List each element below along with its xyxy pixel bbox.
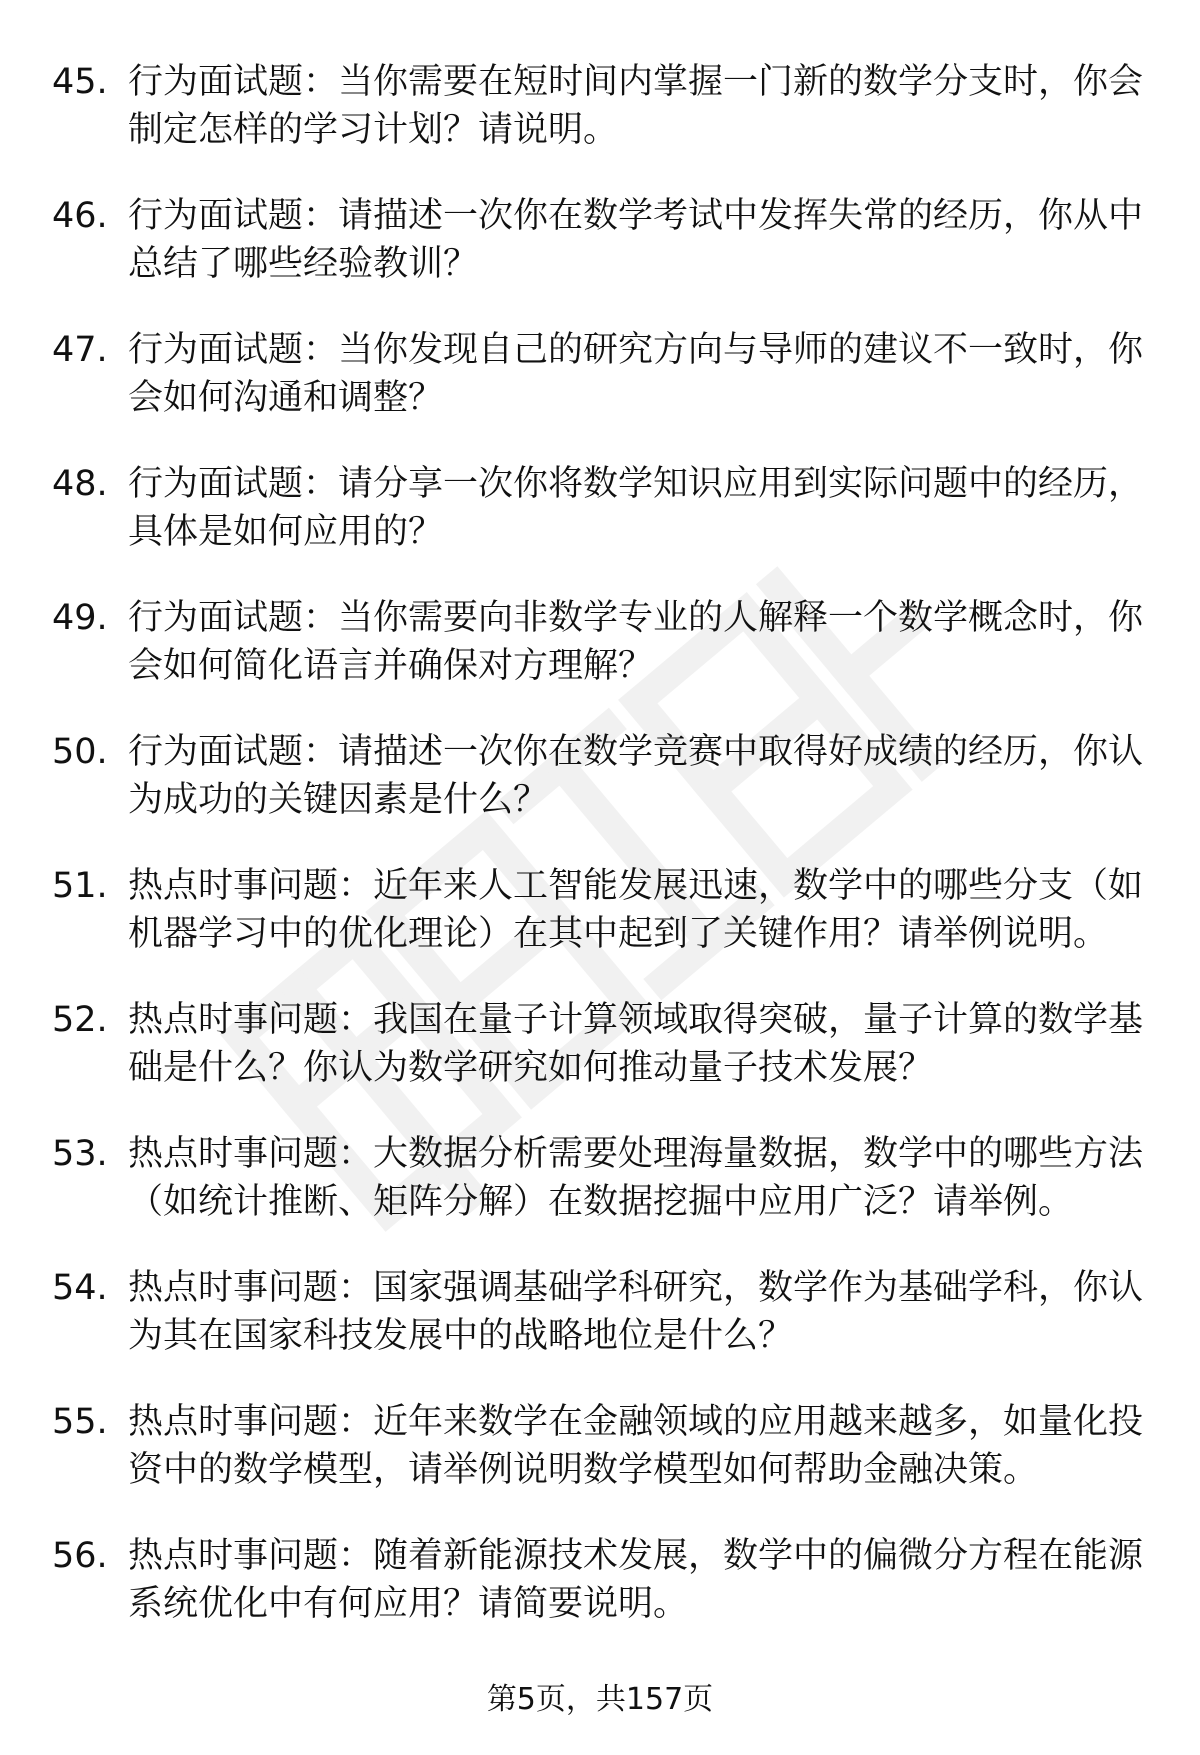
question-list	[52, 58, 1152, 1666]
question-number: 52.	[52, 1000, 108, 1040]
question-number: 54.	[52, 1268, 108, 1308]
question-text: 行为面试题：当你需要在短时间内掌握一门新的数学分支时，你会制定怎样的学习计划？请说明。	[128, 62, 1144, 150]
list-item	[52, 996, 1152, 1092]
question-text: 热点时事问题：我国在量子计算领域取得突破，量子计算的数学基础是什么？你认为数学研究如何推动量子技术发展？	[128, 1000, 1144, 1088]
question-text: 热点时事问题：国家强调基础学科研究，数学作为基础学科，你认为其在国家科技发展中的战略地位是什么？	[128, 1268, 1144, 1356]
question-text: 热点时事问题：随着新能源技术发展，数学中的偏微分方程在能源系统优化中有何应用？请简要说明。	[128, 1536, 1144, 1624]
question-text: 行为面试题：请分享一次你将数学知识应用到实际问题中的经历，具体是如何应用的？	[128, 464, 1144, 552]
question-number: 50.	[52, 732, 108, 772]
page-number-footer: 第5页，共157页	[486, 1682, 714, 1717]
question-number: 53.	[52, 1134, 108, 1174]
question-number: 45.	[52, 62, 108, 102]
list-item	[52, 728, 1152, 824]
question-text: 热点时事问题：大数据分析需要处理海量数据，数学中的哪些方法（如统计推断、矩阵分解）在数据挖掘中应用广泛？请举例。	[128, 1134, 1144, 1222]
question-text: 行为面试题：当你发现自己的研究方向与导师的建议不一致时，你会如何沟通和调整？	[128, 330, 1144, 418]
list-item	[52, 1532, 1152, 1628]
list-item	[52, 58, 1152, 154]
list-item	[52, 326, 1152, 422]
question-number: 46.	[52, 196, 108, 236]
question-text: 热点时事问题：近年来数学在金融领域的应用越来越多，如量化投资中的数学模型，请举例说明数学模型如何帮助金融决策。	[128, 1402, 1144, 1490]
list-item	[52, 460, 1152, 556]
list-item	[52, 1264, 1152, 1360]
question-number: 49.	[52, 598, 108, 638]
list-item	[52, 594, 1152, 690]
question-text: 行为面试题：当你需要向非数学专业的人解释一个数学概念时，你会如何简化语言并确保对方理解？	[128, 598, 1144, 686]
list-item	[52, 192, 1152, 288]
question-number: 48.	[52, 464, 108, 504]
question-number: 56.	[52, 1536, 108, 1576]
question-number: 51.	[52, 866, 108, 906]
list-item	[52, 862, 1152, 958]
question-number: 55.	[52, 1402, 108, 1442]
question-text: 行为面试题：请描述一次你在数学考试中发挥失常的经历，你从中总结了哪些经验教训？	[128, 196, 1144, 284]
question-text: 热点时事问题：近年来人工智能发展迅速，数学中的哪些分支（如机器学习中的优化理论）在其中起到了关键作用？请举例说明。	[128, 866, 1144, 954]
list-item	[52, 1398, 1152, 1494]
question-number: 47.	[52, 330, 108, 370]
question-text: 行为面试题：请描述一次你在数学竞赛中取得好成绩的经历，你认为成功的关键因素是什么？	[128, 732, 1144, 820]
list-item	[52, 1130, 1152, 1226]
